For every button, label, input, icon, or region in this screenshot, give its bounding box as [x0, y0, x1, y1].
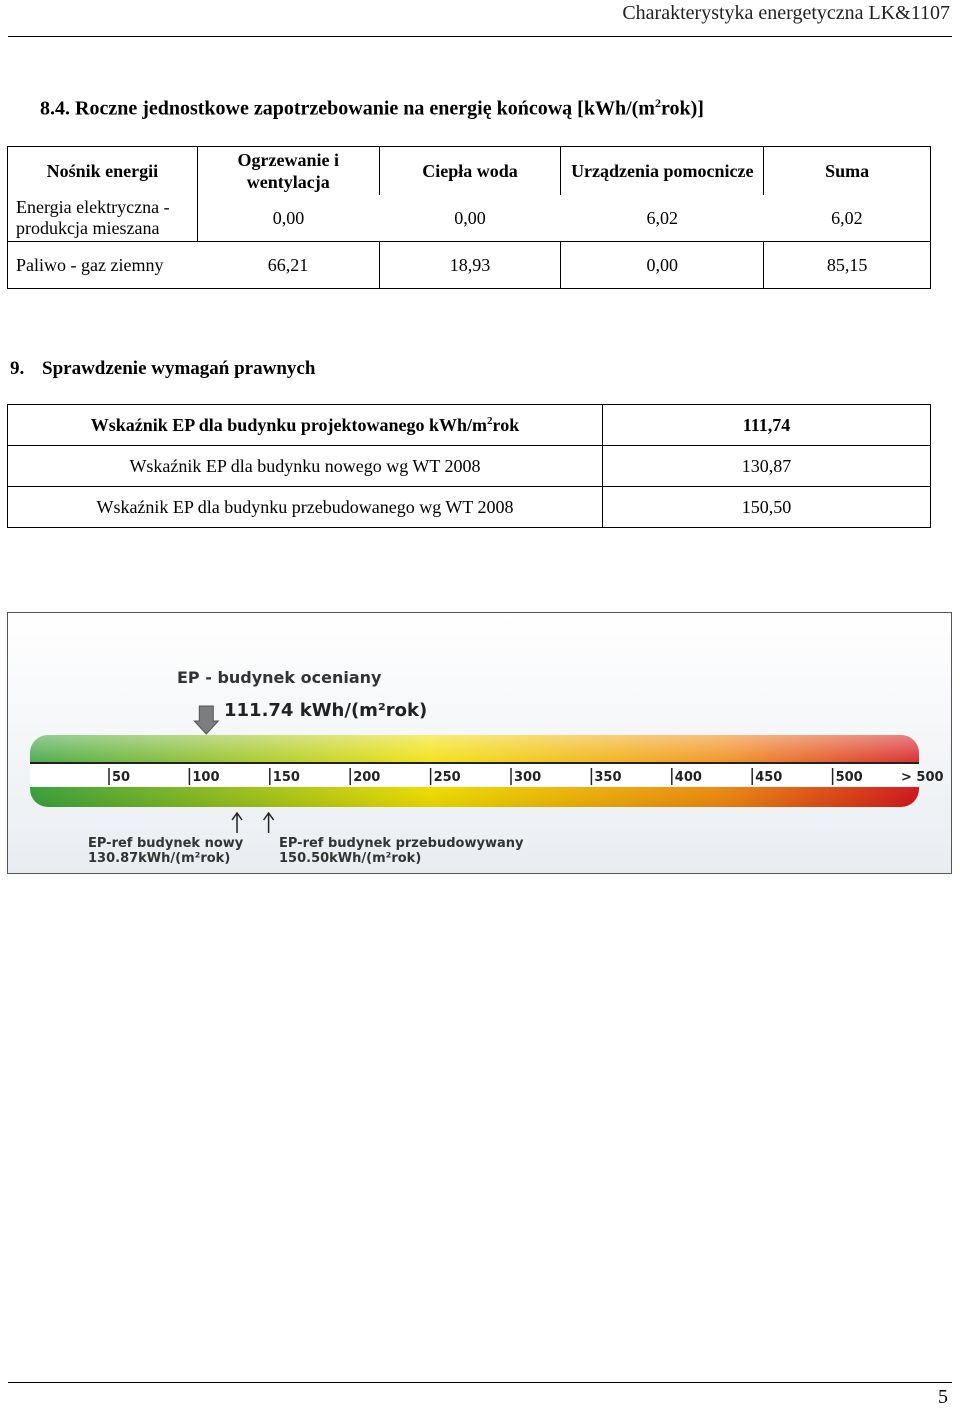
table-row: [8, 487, 931, 528]
energy-demand-table: [7, 146, 931, 289]
table-row: [8, 242, 931, 289]
header-energy-carrier: Nośnik energii: [8, 147, 198, 196]
ep-designed-label-superscript: 2: [487, 414, 493, 427]
ep-scale-graphic: [8, 613, 951, 873]
cell-carrier: Paliwo - gaz ziemny: [8, 242, 198, 289]
page-number: 5: [938, 1386, 948, 1408]
ep-rebuilt-label: Wskaźnik EP dla budynku przebudowanego wg WT 2008: [8, 487, 603, 528]
section-8-4-title-suffix: rok)]: [660, 97, 704, 120]
header-hot-water: Ciepła woda: [379, 147, 561, 196]
ref-rebuilt-value: 150.50kWh/(m²rok): [279, 851, 422, 866]
scale-tick-label: 150: [272, 770, 300, 785]
cell-sum: 6,02: [764, 195, 931, 242]
ep-scale-track: [30, 763, 919, 787]
section-8-4-title-text: 8.4. Roczne jednostkowe zapotrzebowanie na energię końcową [kWh/(m: [40, 97, 655, 120]
ep-value-label: 111.74 kWh/(m²rok): [224, 700, 428, 721]
scale-tick-label: 50: [112, 770, 131, 785]
section-9-title: [10, 358, 315, 380]
cell-heating: 0,00: [197, 195, 379, 242]
section-9-number: 9.: [10, 358, 25, 379]
header-auxiliary-devices: Urządzenia pomocnicze: [561, 147, 764, 196]
section-9-title-text: Sprawdzenie wymagań prawnych: [42, 358, 316, 379]
footer-divider: [8, 1382, 952, 1383]
scale-tick-label: > 500: [901, 770, 944, 785]
header-heating-ventilation: Ogrzewanie i wentylacja: [197, 147, 379, 196]
document-header-title: Charakterystyka energetyczna LK&1107: [622, 2, 950, 24]
table-row: [8, 195, 931, 242]
scale-tick-label: 350: [594, 770, 622, 785]
header-sum: Suma: [764, 147, 931, 196]
cell-aux: 0,00: [561, 242, 764, 289]
scale-tick-label: 400: [674, 770, 702, 785]
scale-tick-label: 300: [514, 770, 542, 785]
section-8-4-title: [40, 96, 704, 121]
ep-rebuilt-value: 150,50: [603, 487, 931, 528]
ep-new-label: Wskaźnik EP dla budynku nowego wg WT 2008: [8, 446, 603, 487]
ref-new-value: 130.87kWh/(m²rok): [88, 851, 231, 866]
ep-scale-title: EP - budynek oceniany: [177, 668, 382, 687]
scale-tick-label: 100: [192, 770, 220, 785]
ref-new-title: EP-ref budynek nowy: [88, 836, 244, 851]
cell-sum: 85,15: [764, 242, 931, 289]
ep-designed-label-suffix: rok: [492, 414, 520, 435]
cell-water: 18,93: [379, 242, 561, 289]
ep-designed-value: 111,74: [603, 405, 931, 446]
table-row: [8, 405, 931, 446]
scale-tick-label: 200: [353, 770, 381, 785]
cell-carrier: Energia elektryczna - produkcja mieszana: [8, 195, 198, 242]
ep-designed-label-text: Wskaźnik EP dla budynku projektowanego kWh/m: [90, 414, 488, 435]
cell-heating: 66,21: [197, 242, 379, 289]
ref-rebuilt-title: EP-ref budynek przebudowywany: [279, 836, 524, 851]
cell-water: 0,00: [379, 195, 561, 242]
ep-designed-label: [8, 405, 603, 446]
header-divider: [8, 36, 952, 37]
scale-tick-label: 250: [433, 770, 461, 785]
cell-aux: 6,02: [561, 195, 764, 242]
legal-requirements-table: [7, 404, 931, 528]
ep-scale-figure: [7, 612, 952, 874]
ep-new-value: 130,87: [603, 446, 931, 487]
table-row: [8, 446, 931, 487]
scale-tick-label: 450: [755, 770, 783, 785]
section-8-4-title-superscript: 2: [654, 96, 661, 110]
scale-tick-label: 500: [835, 770, 863, 785]
